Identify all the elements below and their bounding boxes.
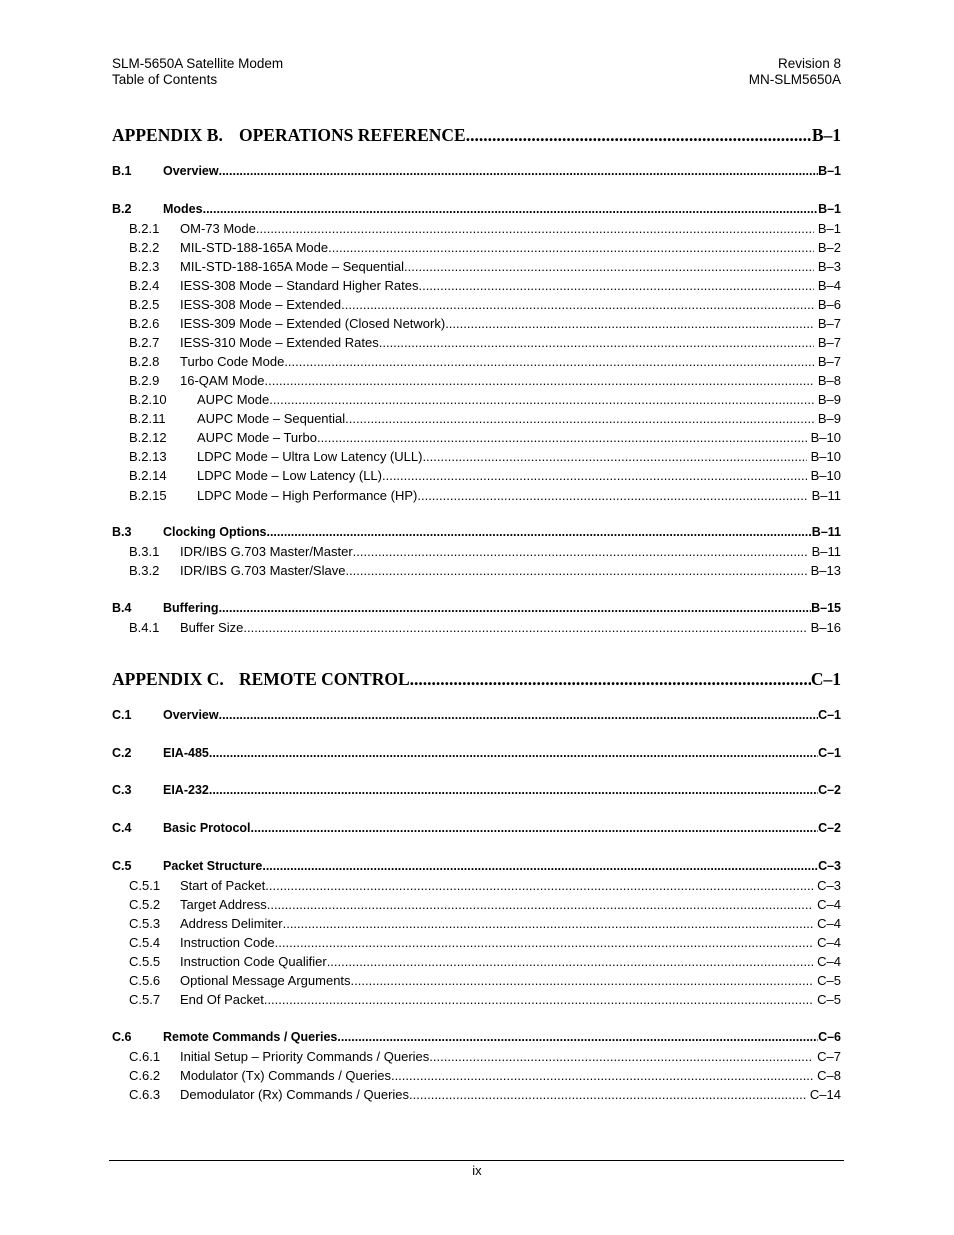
toc-entry-page: B–9 [817, 411, 841, 426]
toc-entry-title: LDPC Mode – Ultra Low Latency (ULL) [197, 449, 423, 464]
toc-entry-page: C–2 [818, 821, 841, 835]
toc-subsection-entry[interactable] [112, 240, 841, 258]
toc-dot-leader [410, 669, 811, 690]
toc-entry-page: C–4 [817, 935, 841, 950]
toc-entry-page: C–3 [817, 878, 841, 893]
toc-entry-title: Demodulator (Rx) Commands / Queries [180, 1087, 410, 1102]
toc-subsection-entry[interactable] [112, 916, 841, 934]
toc-dot-leader [265, 878, 813, 893]
toc-entry-number: B.2.6 [129, 316, 160, 331]
toc-entry-title: Modes [163, 202, 203, 216]
toc-entry-page: B–1 [818, 202, 841, 216]
toc-entry-page: B–6 [817, 297, 841, 312]
toc-entry-title: REMOTE CONTROL [239, 669, 410, 689]
toc-entry-title: IDR/IBS G.703 Master/Master [180, 544, 353, 559]
toc-entry-number: B.2.12 [129, 430, 167, 445]
toc-dot-leader [256, 221, 814, 236]
toc-entry-number: B.2.15 [129, 488, 167, 503]
toc-entry-number: B.2.3 [129, 259, 160, 274]
toc-entry-title: Optional Message Arguments [180, 973, 351, 988]
toc-entry-number: C.5 [112, 859, 132, 873]
toc-dot-leader [265, 373, 814, 388]
toc-entry-title: Overview [163, 164, 219, 178]
toc-dot-leader [275, 935, 813, 950]
toc-subsection-entry[interactable] [112, 973, 841, 991]
toc-entry-title: 16-QAM Mode [180, 373, 265, 388]
toc-entry-title: Initial Setup – Priority Commands / Queries [180, 1049, 430, 1064]
toc-entry-title: Instruction Code [180, 935, 275, 950]
toc-entry-page: B–16 [810, 620, 841, 635]
toc-appendix-entry[interactable] [112, 125, 841, 147]
toc-subsection-entry[interactable] [112, 278, 841, 296]
toc-entry-page: B–11 [811, 544, 841, 559]
toc-section-entry[interactable] [112, 746, 841, 764]
toc-entry-page: B–4 [817, 278, 841, 293]
toc-entry-page: B–10 [810, 468, 841, 483]
toc-entry-number: B.4 [112, 601, 132, 615]
toc-subsection-entry[interactable] [112, 992, 841, 1010]
toc-dot-leader [284, 354, 814, 369]
toc-dot-leader [283, 916, 814, 931]
toc-entry-title: AUPC Mode – Turbo [197, 430, 317, 445]
toc-entry-page: C–2 [818, 783, 841, 797]
toc-dot-leader [417, 488, 807, 503]
toc-dot-leader [391, 1068, 813, 1083]
toc-entry-page: B–1 [811, 125, 841, 145]
toc-subsection-entry[interactable] [112, 620, 841, 638]
toc-entry-page: C–8 [817, 1068, 841, 1083]
toc-dot-leader [262, 859, 818, 873]
toc-entry-page: C–3 [818, 859, 841, 873]
toc-dot-leader [269, 392, 814, 407]
toc-entry-page: B–11 [811, 525, 841, 539]
document-title: SLM-5650A Satellite Modem [112, 56, 284, 71]
toc-entry-page: B–7 [817, 316, 841, 331]
toc-dot-leader [267, 897, 813, 912]
toc-entry-title: EIA-232 [163, 783, 209, 797]
toc-dot-leader [429, 1049, 813, 1064]
toc-entry-number: B.3.2 [129, 563, 160, 578]
toc-entry-number: B.2.4 [129, 278, 160, 293]
toc-entry-number: C.5.1 [129, 878, 161, 893]
toc-dot-leader [341, 297, 814, 312]
toc-dot-leader [422, 449, 806, 464]
toc-entry-number: B.2.9 [129, 373, 160, 388]
toc-entry-page: C–1 [818, 746, 841, 760]
toc-entry-number: C.5.6 [129, 973, 161, 988]
toc-entry-page: B–15 [811, 601, 841, 615]
toc-dot-leader [209, 783, 818, 797]
footer-rule [109, 1160, 844, 1161]
toc-section-entry[interactable] [112, 821, 841, 839]
toc-section-entry[interactable] [112, 783, 841, 801]
toc-dot-leader [243, 620, 806, 635]
toc-entry-number: B.2.13 [129, 449, 167, 464]
toc-entry-number: B.2.1 [129, 221, 160, 236]
toc-entry-number: C.6.2 [129, 1068, 161, 1083]
toc-appendix-entry[interactable] [112, 669, 841, 691]
toc-section-entry[interactable] [112, 601, 841, 619]
toc-dot-leader [353, 544, 808, 559]
toc-subsection-entry[interactable] [112, 259, 841, 277]
toc-subsection-entry[interactable] [112, 954, 841, 972]
toc-entry-title: IESS-309 Mode – Extended (Closed Network) [180, 316, 446, 331]
toc-subsection-entry[interactable] [112, 335, 841, 353]
toc-entry-page: B–3 [817, 259, 841, 274]
toc-entry-number: C.6.3 [129, 1087, 161, 1102]
toc-dot-leader [266, 525, 811, 539]
toc-entry-title: MIL-STD-188-165A Mode [180, 240, 329, 255]
toc-subsection-entry[interactable] [112, 449, 841, 467]
toc-dot-leader [251, 821, 819, 835]
toc-entry-title: OPERATIONS REFERENCE [239, 125, 466, 145]
toc-subsection-entry[interactable] [112, 430, 841, 448]
toc-entry-title: IESS-310 Mode – Extended Rates [180, 335, 379, 350]
toc-entry-page: B–11 [811, 488, 841, 503]
toc-subsection-entry[interactable] [112, 1049, 841, 1067]
toc-entry-page: B–8 [817, 373, 841, 388]
toc-entry-title: Overview [163, 708, 219, 722]
toc-entry-title: LDPC Mode – Low Latency (LL) [197, 468, 382, 483]
toc-dot-leader [264, 992, 813, 1007]
toc-entry-number: B.2.11 [129, 411, 166, 426]
toc-entry-page: B–9 [817, 392, 841, 407]
toc-entry-page: C–6 [818, 1030, 841, 1044]
toc-entry-title: Instruction Code Qualifier [180, 954, 327, 969]
toc-dot-leader [219, 601, 812, 615]
toc-entry-title: Buffering [163, 601, 219, 615]
toc-section-entry[interactable] [112, 859, 841, 877]
toc-subsection-entry[interactable] [112, 935, 841, 953]
toc-entry-page: C–7 [817, 1049, 841, 1064]
toc-entry-page: C–5 [817, 992, 841, 1007]
toc-dot-leader [219, 164, 818, 178]
toc-entry-title: IESS-308 Mode – Standard Higher Rates [180, 278, 419, 293]
toc-entry-title: MIL-STD-188-165A Mode – Sequential [180, 259, 405, 274]
toc-entry-title: Address Delimiter [180, 916, 283, 931]
toc-entry-page: B–7 [817, 354, 841, 369]
toc-entry-number: B.2.7 [129, 335, 160, 350]
toc-entry-title: Remote Commands / Queries [163, 1030, 338, 1044]
toc-entry-title: End Of Packet [180, 992, 264, 1007]
toc-subsection-entry[interactable] [112, 897, 841, 915]
toc-subsection-entry[interactable] [112, 411, 841, 429]
toc-dot-leader [345, 411, 814, 426]
toc-dot-leader [418, 278, 813, 293]
toc-dot-leader [345, 563, 806, 578]
toc-dot-leader [327, 954, 813, 969]
toc-entry-number: C.5.5 [129, 954, 161, 969]
toc-subsection-entry[interactable] [112, 563, 841, 581]
toc-section-entry[interactable] [112, 708, 841, 726]
toc-entry-page: C–5 [817, 973, 841, 988]
toc-entry-page: B–7 [817, 335, 841, 350]
toc-subsection-entry[interactable] [112, 1087, 841, 1105]
toc-entry-number: C.5.4 [129, 935, 161, 950]
toc-entry-title: IESS-308 Mode – Extended [180, 297, 342, 312]
toc-entry-title: Basic Protocol [163, 821, 251, 835]
section-title: Table of Contents [112, 72, 218, 87]
toc-dot-leader [219, 708, 818, 722]
toc-entry-page: C–4 [817, 954, 841, 969]
toc-entry-number: C.6.1 [129, 1049, 161, 1064]
toc-entry-number: APPENDIX C. [112, 669, 224, 689]
document-number: MN-SLM5650A [748, 72, 841, 87]
toc-dot-leader [328, 240, 814, 255]
toc-subsection-entry[interactable] [112, 316, 841, 334]
toc-entry-page: C–4 [817, 916, 841, 931]
toc-entry-number: B.4.1 [129, 620, 160, 635]
toc-dot-leader [404, 259, 814, 274]
toc-entry-page: B–2 [817, 240, 841, 255]
toc-entry-number: B.2.10 [129, 392, 167, 407]
toc-entry-page: C–14 [809, 1087, 841, 1102]
toc-subsection-entry[interactable] [112, 297, 841, 315]
toc-entry-number: B.3 [112, 525, 132, 539]
toc-entry-title: Turbo Code Mode [180, 354, 285, 369]
toc-entry-number: B.2.8 [129, 354, 160, 369]
toc-section-entry[interactable] [112, 1030, 841, 1048]
toc-entry-number: C.5.3 [129, 916, 161, 931]
toc-entry-number: APPENDIX B. [112, 125, 223, 145]
toc-entry-page: B–13 [810, 563, 841, 578]
toc-dot-leader [317, 430, 807, 445]
toc-subsection-entry[interactable] [112, 1068, 841, 1086]
toc-entry-title: AUPC Mode – Sequential [197, 411, 346, 426]
toc-subsection-entry[interactable] [112, 878, 841, 896]
toc-entry-number: C.1 [112, 708, 132, 722]
toc-entry-page: C–1 [818, 708, 841, 722]
toc-entry-page: C–1 [810, 669, 841, 689]
toc-entry-title: OM-73 Mode [180, 221, 256, 236]
toc-section-entry[interactable] [112, 164, 841, 182]
toc-entry-number: B.2.14 [129, 468, 167, 483]
running-header-left [112, 56, 283, 88]
toc-entry-page: B–10 [810, 449, 841, 464]
toc-entry-title: EIA-485 [163, 746, 209, 760]
toc-entry-title: Clocking Options [163, 525, 267, 539]
toc-subsection-entry[interactable] [112, 354, 841, 372]
toc-entry-number: C.2 [112, 746, 132, 760]
toc-section-entry[interactable] [112, 202, 841, 220]
toc-entry-number: B.2.5 [129, 297, 160, 312]
toc-entry-title: Start of Packet [180, 878, 266, 893]
revision-label: Revision 8 [777, 56, 841, 71]
toc-dot-leader [409, 1087, 806, 1102]
toc-subsection-entry[interactable] [112, 392, 841, 410]
toc-entry-page: B–10 [810, 430, 841, 445]
toc-dot-leader [351, 973, 814, 988]
toc-entry-number: C.4 [112, 821, 132, 835]
toc-section-entry[interactable] [112, 525, 841, 543]
toc-subsection-entry[interactable] [112, 488, 841, 506]
toc-entry-title: IDR/IBS G.703 Master/Slave [180, 563, 346, 578]
toc-dot-leader [445, 316, 814, 331]
page-number: ix [472, 1163, 482, 1178]
toc-entry-number: C.6 [112, 1030, 132, 1044]
toc-entry-number: B.2.2 [129, 240, 160, 255]
toc-entry-number: C.5.2 [129, 897, 161, 912]
toc-entry-title: Buffer Size [180, 620, 244, 635]
toc-dot-leader [203, 202, 818, 216]
toc-entry-number: B.3.1 [129, 544, 160, 559]
toc-entry-number: C.3 [112, 783, 132, 797]
toc-dot-leader [209, 746, 818, 760]
toc-entry-number: C.5.7 [129, 992, 161, 1007]
toc-entry-page: B–1 [817, 221, 841, 236]
toc-subsection-entry[interactable] [112, 468, 841, 486]
toc-entry-title: Packet Structure [163, 859, 263, 873]
toc-dot-leader [379, 335, 814, 350]
toc-dot-leader [337, 1030, 818, 1044]
toc-entry-page: B–1 [818, 164, 841, 178]
toc-entry-title: Target Address [180, 897, 267, 912]
toc-entry-page: C–4 [817, 897, 841, 912]
toc-dot-leader [466, 125, 812, 146]
toc-entry-title: AUPC Mode [197, 392, 270, 407]
running-header-right [749, 56, 841, 88]
toc-entry-number: B.1 [112, 164, 132, 178]
toc-subsection-entry[interactable] [112, 373, 841, 391]
toc-dot-leader [382, 468, 807, 483]
toc-subsection-entry[interactable] [112, 221, 841, 239]
toc-subsection-entry[interactable] [112, 544, 841, 562]
toc-entry-title: LDPC Mode – High Performance (HP) [197, 488, 418, 503]
toc-entry-title: Modulator (Tx) Commands / Queries [180, 1068, 391, 1083]
toc-entry-number: B.2 [112, 202, 132, 216]
